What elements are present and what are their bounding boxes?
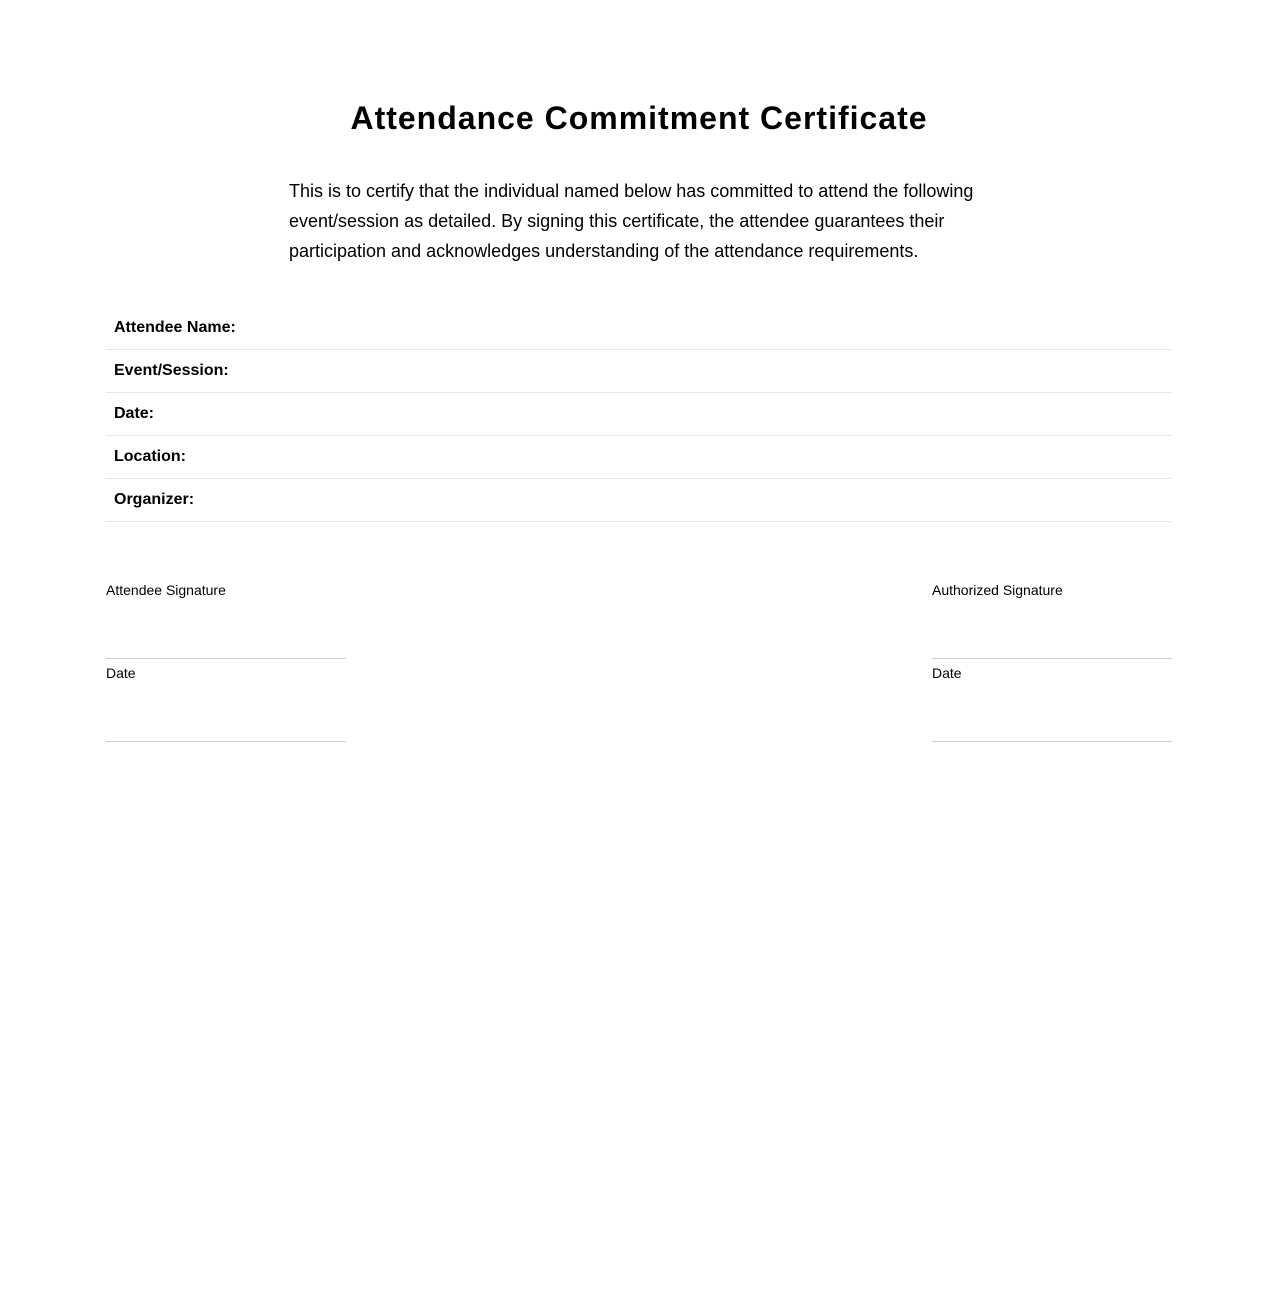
- field-row-location[interactable]: [106, 436, 1172, 479]
- field-row-organizer[interactable]: [106, 479, 1172, 522]
- attendee-date-field[interactable]: [106, 663, 346, 742]
- field-row-date[interactable]: [106, 393, 1172, 436]
- attendee-date-label: Date: [106, 665, 136, 681]
- authorized-date-label: Date: [932, 665, 962, 681]
- authorized-date-field[interactable]: [932, 663, 1172, 742]
- authorized-signature-block: [932, 580, 1172, 742]
- authorized-signature-label: Authorized Signature: [932, 582, 1063, 598]
- field-row-attendee-name[interactable]: [106, 307, 1172, 350]
- details-table: [106, 307, 1172, 522]
- field-label: Event/Session:: [114, 362, 229, 379]
- attendee-signature-field[interactable]: [106, 580, 346, 659]
- page-title: Attendance Commitment Certificate: [350, 100, 928, 136]
- field-label: Location:: [114, 448, 186, 465]
- intro-paragraph: This is to certify that the individual named below has committed to attend the following event/session as detailed. By signing this certificate, the attendee guarantees their participation and acknowledges understanding of the attendance requirements.: [289, 181, 974, 261]
- authorized-signature-field[interactable]: [932, 580, 1172, 659]
- attendee-signature-block: [106, 580, 346, 742]
- field-label: Date:: [114, 405, 155, 422]
- attendee-signature-label: Attendee Signature: [106, 582, 226, 598]
- field-label: Attendee Name:: [114, 319, 236, 336]
- field-row-event-session[interactable]: [106, 350, 1172, 393]
- field-label: Organizer:: [114, 491, 195, 508]
